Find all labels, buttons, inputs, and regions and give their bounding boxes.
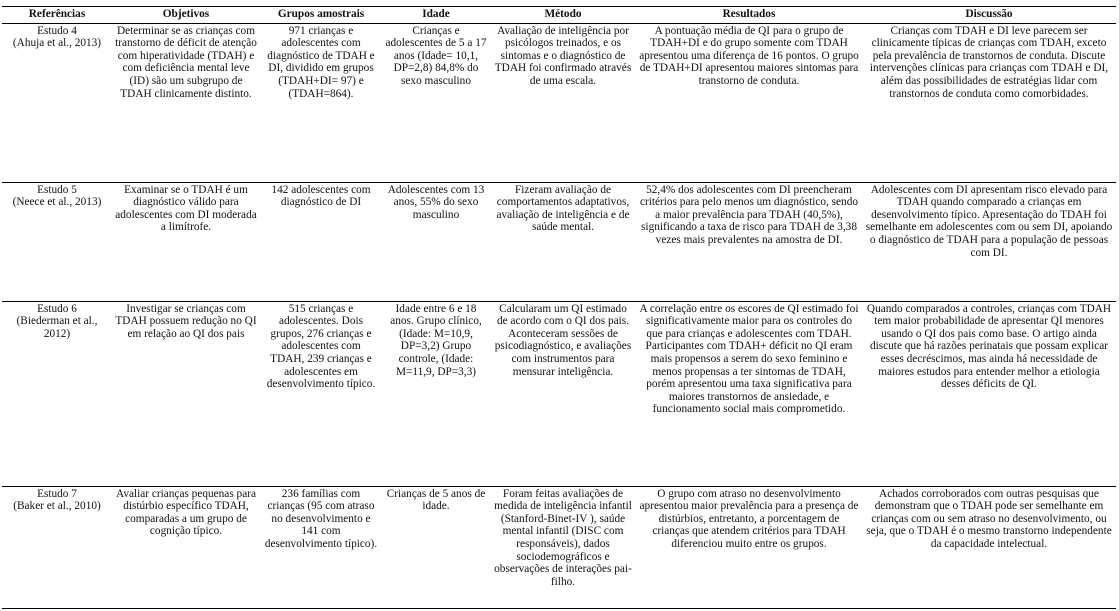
- cell-resultados: 52,4% dos adolescentes com DI preencheram critérios para pelo menos um diagnóstico, sendo a maior prevalência para TDAH (40,5%), significando a taxa de risco para TDAH de 3,38 vezes mais prevalentes na amostra de DI.: [636, 182, 862, 301]
- header-row: [2, 7, 1116, 24]
- cell-metodo: Foram feitas avaliações de medida de inteligência infantil (Stanford-Binet-IV ), saúde mental infantil (DISC com responsáveis), dados sociodemográficos e observações de interações pai-filho.: [490, 486, 636, 608]
- table-row: [2, 182, 1116, 301]
- study-citation: (Baker et al., 2010): [13, 500, 101, 513]
- cell-idade: Crianças e adolescentes de 5 a 17 anos (Idade= 10,1, DP=2,8) 84,8% do sexo masculino: [382, 23, 490, 182]
- cell-idade: Adolescentes com 13 anos, 55% do sexo masculino: [382, 182, 490, 301]
- cell-objetivos: Avaliar crianças pequenas para distúrbio específico TDAH, comparadas a um grupo de cognição típico.: [112, 486, 260, 608]
- cell-resultados: O grupo com atraso no desenvolvimento apresentou maior prevalência para a presença de distúrbios, entretanto, a porcentagem de crianças que atendem critérios para TDAH diferenciou muito entre os grupos.: [636, 486, 862, 608]
- cell-idade: Crianças de 5 anos de idade.: [382, 486, 490, 608]
- header-referencias: Referências: [2, 7, 112, 24]
- cell-grupos: 515 crianças e adolescentes. Dois grupos, 276 crianças e adolescentes com TDAH, 239 crianças e adolescentes em desenvolvimento típico.: [260, 301, 382, 486]
- study-citation: (Ahuja et al., 2013): [12, 37, 102, 50]
- table-row: [2, 301, 1116, 486]
- cell-metodo: Avaliação de inteligência por psicólogos treinados, e os sintomas e o diagnóstico de TDAH foi confirmado através de uma escala.: [490, 23, 636, 182]
- cell-resultados: A correlação entre os escores de QI estimado foi significativamente maior para os controles do que para crianças e adolescentes com TDAH. Participantes com TDAH+ déficit no QI eram mais propensos a serem do sexo feminino e menos propensas a ter sintomas de TDAH, porém apresentou uma taxa significativa para maiores transtornos de ansiedade, e funcionamento social mais comprometido.: [636, 301, 862, 486]
- header-discussao: Discussão: [862, 7, 1116, 24]
- study-citation: (Biederman et al., 2012): [16, 315, 98, 340]
- study-name: Estudo 6: [37, 302, 77, 315]
- cell-referencia: [2, 182, 112, 301]
- header-grupos-amostrais: Grupos amostrais: [260, 7, 382, 24]
- table-row: [2, 23, 1116, 182]
- cell-objetivos: Examinar se o TDAH é um diagnóstico válido para adolescentes com DI moderada a limítrofe.: [112, 182, 260, 301]
- cell-objetivos: Investigar se crianças com TDAH possuem redução no QI em relação ao QI dos pais: [112, 301, 260, 486]
- cell-referencia: [2, 23, 112, 182]
- header-resultados: Resultados: [636, 7, 862, 24]
- cell-resultados: A pontuação média de QI para o grupo de TDAH+DI e do grupo somente com TDAH apresentou uma diferença de 16 pontos. O grupo de TDAH+DI apresentou maiores sintomas para transtorno de conduta.: [636, 23, 862, 182]
- header-idade: Idade: [382, 7, 490, 24]
- header-metodo: Método: [490, 7, 636, 24]
- header-objetivos: Objetivos: [112, 7, 260, 24]
- study-name: Estudo 4: [37, 24, 77, 37]
- studies-table: [2, 6, 1116, 609]
- cell-discussao: Crianças com TDAH e DI leve parecem ser clinicamente típicas de crianças com TDAH, exceto pela prevalência de transtornos de conduta. Discute intervenções clínicas para crianças com TDAH e DI, além das possibilidades de estratégias lidar com transtornos de conduta como comorbidades.: [862, 23, 1116, 182]
- cell-metodo: Calcularam um QI estimado de acordo com o QI dos pais. Aconteceram sessões de psicodiagnóstico, e avaliações com instrumentos para mensurar inteligência.: [490, 301, 636, 486]
- cell-metodo: Fizeram avaliação de comportamentos adaptativos, avaliação de inteligência e de saúde mental.: [490, 182, 636, 301]
- cell-referencia: [2, 486, 112, 608]
- cell-grupos: 236 famílias com crianças (95 com atraso no desenvolvimento e 141 com desenvolvimento típico).: [260, 486, 382, 608]
- cell-grupos: 971 crianças e adolescentes com diagnóstico de TDAH e DI, dividido em grupos (TDAH+DI= 97) e (TDAH=864).: [260, 23, 382, 182]
- study-name: Estudo 7: [37, 487, 77, 500]
- cell-referencia: [2, 301, 112, 486]
- cell-discussao: Achados corroborados com outras pesquisas que demonstram que o TDAH pode ser semelhante em crianças com ou sem atraso no desenvolvimento, ou seja, que o TDAH é o mesmo transtorno independente da capacidade intelectual.: [862, 486, 1116, 608]
- cell-idade: Idade entre 6 e 18 anos. Grupo clínico, (Idade: M=10,9, DP=3,2) Grupo controle, (Idade: M=11,9, DP=3,3): [382, 301, 490, 486]
- study-citation: (Neece et al., 2013): [12, 196, 102, 209]
- study-name: Estudo 5: [37, 183, 77, 196]
- table-row: [2, 486, 1116, 608]
- cell-objetivos: Determinar se as crianças com transtorno de déficit de atenção com hiperatividade (TDAH) e com deficiência mental leve (ID) são um subgrupo de TDAH clinicamente distinto.: [112, 23, 260, 182]
- cell-discussao: Adolescentes com DI apresentam risco elevado para TDAH quando comparado a crianças em desenvolvimento típico. Apresentação do TDAH foi semelhante em adolescentes com ou sem DI, apoiando o diagnóstico de TDAH para a população de pessoas com DI.: [862, 182, 1116, 301]
- cell-grupos: 142 adolescentes com diagnóstico de DI: [260, 182, 382, 301]
- cell-discussao: Quando comparados a controles, crianças com TDAH tem maior probabilidade de apresentar QI menores usando o QI dos pais como base. O artigo ainda discute que há razões perinatais que possam explicar esses decréscimos, mas ainda há necessidade de maiores estudos para entender melhor a etiologia desses déficits de QI.: [862, 301, 1116, 486]
